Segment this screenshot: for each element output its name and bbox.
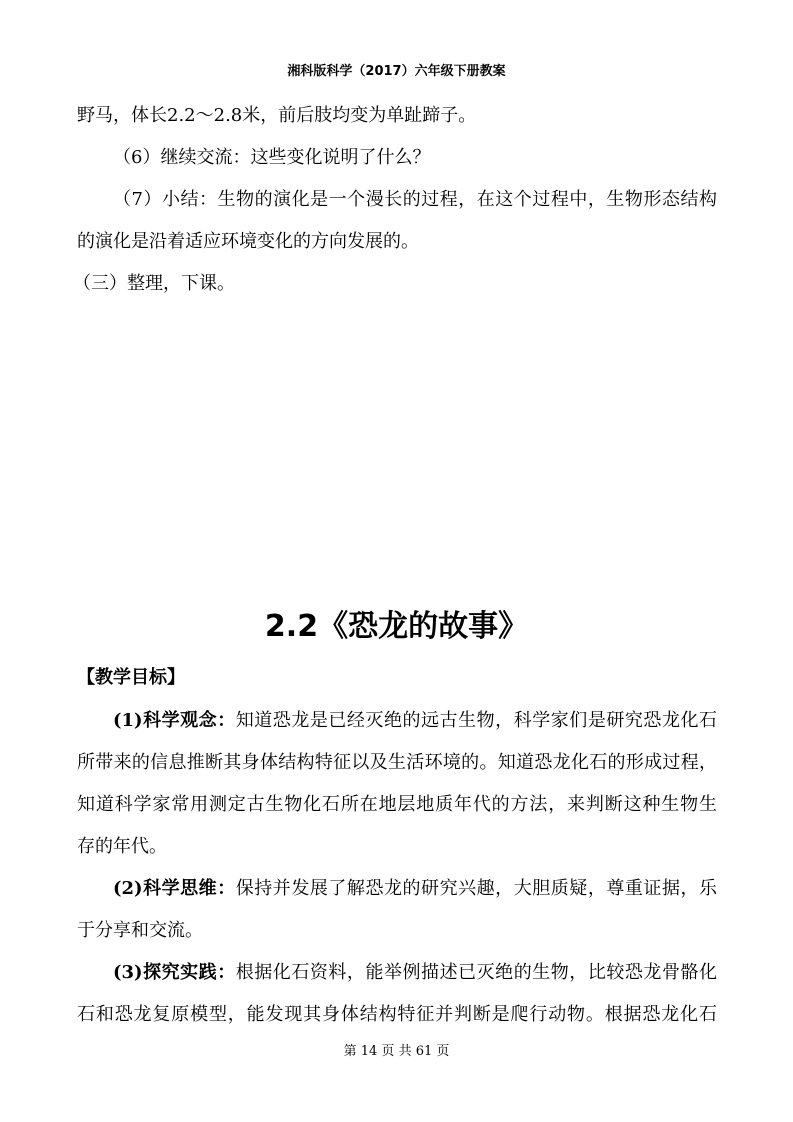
- objective-3-text: 根据化石资料，能举例描述已灭绝的生物，比较恐龙骨骼化: [235, 962, 718, 983]
- objective-1-line2: 所带来的信息推断其身体结构特征以及生活环境的。知道恐龙化石的形成过程，: [77, 752, 717, 773]
- objective-1-label: (1)科学观念：: [113, 710, 236, 731]
- lesson-title: 2.2《恐龙的故事》: [264, 609, 529, 644]
- objective-1-line3: 知道科学家常用测定古生物化石所在地层地质年代的方法，来判断这种生物生: [77, 794, 717, 815]
- objective-2-label: (2)科学思维：: [113, 878, 236, 899]
- list-item-7-line2: 的演化是沿着适应环境变化的方向发展的。: [77, 231, 419, 252]
- page-number: 第 14 页 共 61 页: [343, 1044, 450, 1059]
- objective-3-label: (3)探究实践：: [113, 962, 236, 983]
- list-item-7-line1: （7）小结：生物的演化是一个漫长的过程，在这个过程中，生物形态结构: [113, 189, 717, 210]
- objective-3-line2: 石和恐龙复原模型，能发现其身体结构特征并判断是爬行动物。根据恐龙化石: [77, 1004, 717, 1025]
- objective-2-text: 保持并发展了解恐龙的研究兴趣，大胆质疑，尊重证据，乐: [235, 878, 718, 899]
- list-item-6: （6）继续交流：这些变化说明了什么？: [113, 147, 431, 168]
- objective-3-line1: [113, 952, 717, 994]
- document-header: 湘科版科学（2017）六年级下册教案: [287, 64, 506, 79]
- objectives-heading: 【教学目标】: [77, 667, 185, 688]
- objective-2-line2: 于分享和交流。: [77, 920, 203, 941]
- objective-1-text: 知道恐龙是已经灭绝的远古生物，科学家们是研究恐龙化石: [235, 710, 718, 731]
- step-3-text: （三）整理，下课。: [73, 273, 235, 294]
- paragraph-continuation: 野马，体长2.2～2.8米，前后肢均变为单趾蹄子。: [77, 105, 477, 126]
- objective-2-line1: [113, 868, 717, 910]
- objective-1-line4: 存的年代。: [77, 836, 167, 857]
- objective-1-line1: [113, 700, 717, 742]
